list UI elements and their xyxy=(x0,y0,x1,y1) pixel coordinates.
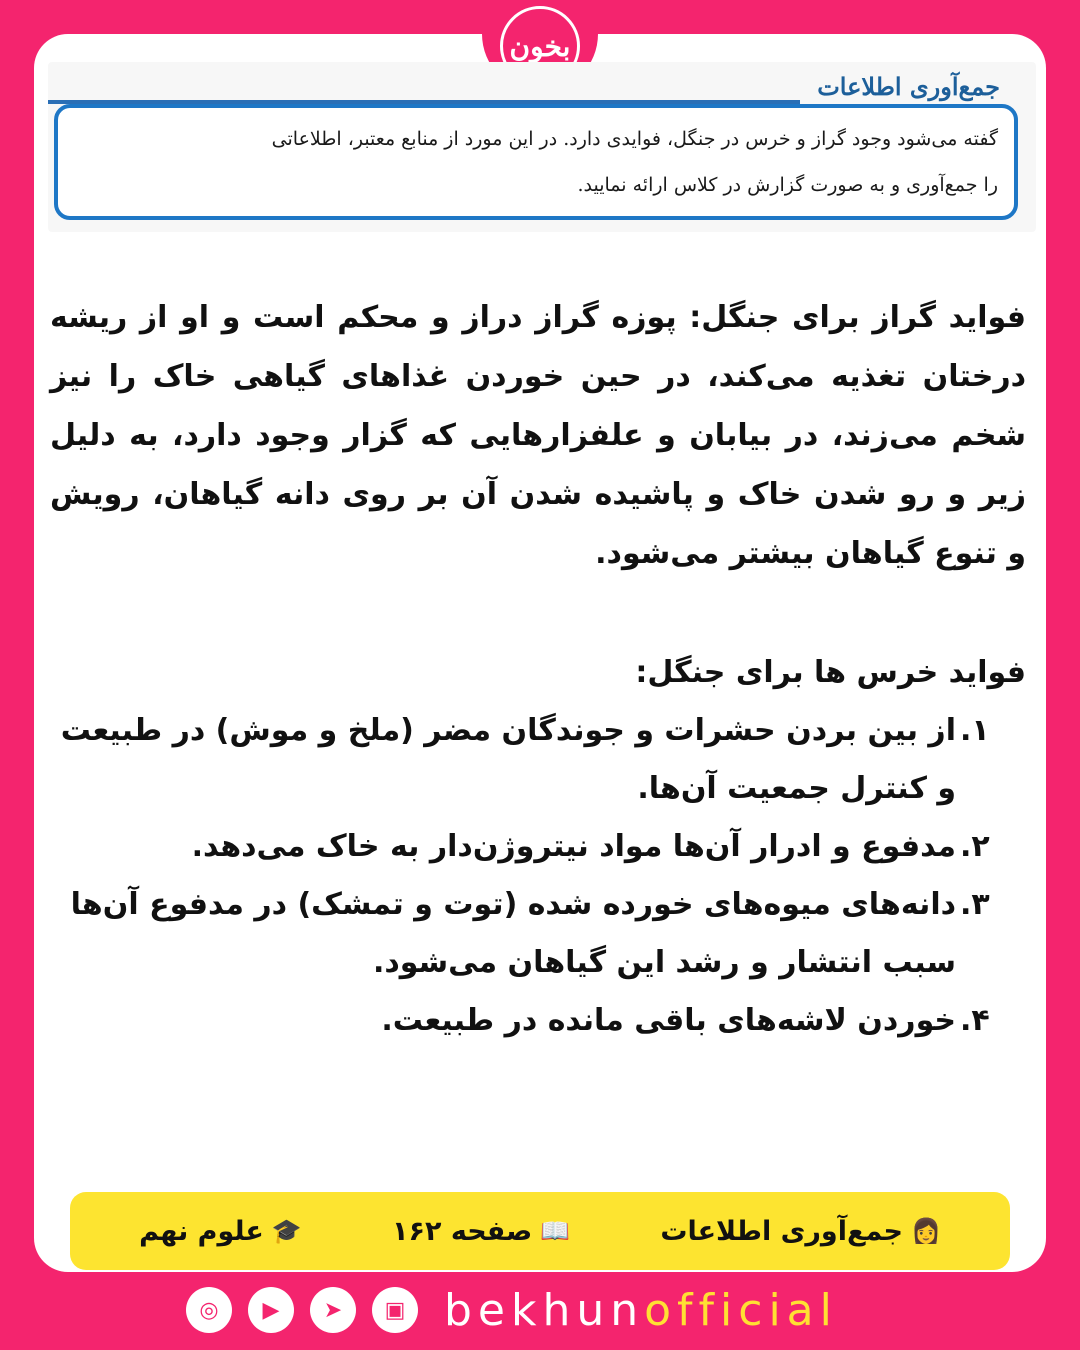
list-item xyxy=(50,876,1026,992)
list-item-text: از بین بردن حشرات و جوندگان مضر (ملخ و موش) در طبیعت و کنترل جمعیت آن‌ها. xyxy=(60,713,956,806)
question-line: را جمع‌آوری و به صورت گزارش در کلاس ارائه نمایید. xyxy=(577,174,998,196)
film-reel-icon[interactable]: ◎ xyxy=(186,1287,232,1333)
list-item xyxy=(50,818,1026,876)
graduation-books-icon: 🎓 xyxy=(271,1217,302,1245)
bear-benefits-list xyxy=(50,702,1026,1050)
subject-text: علوم نهم xyxy=(139,1215,264,1247)
open-book-icon: 📖 xyxy=(540,1217,571,1245)
list-item-text: مدفوع و ادرار آن‌ها مواد نیتروژن‌دار به خاک می‌دهد. xyxy=(191,829,956,864)
page-text: صفحه ۱۶۲ xyxy=(391,1215,533,1247)
brand-handle-part2: official xyxy=(644,1284,838,1336)
youtube-icon[interactable]: ▶ xyxy=(248,1287,294,1333)
page-label xyxy=(392,1216,570,1247)
list-item-text: دانه‌های میوه‌های خورده شده (توت و تمشک) در مدفوع آن‌ها سبب انتشار و رشد این گیاهان می‌شود. xyxy=(70,887,956,980)
list-item-number: ۴. xyxy=(960,1003,990,1038)
list-item xyxy=(50,992,1026,1050)
list-item xyxy=(50,702,1026,818)
textbook-header: جمع‌آوری اطلاعات xyxy=(817,72,1000,101)
teacher-icon: 👩 xyxy=(910,1217,941,1245)
list-item-text: خوردن لاشه‌های باقی مانده در طبیعت. xyxy=(381,1003,956,1038)
brand-handle-part1: bekhun xyxy=(444,1284,645,1336)
instagram-icon[interactable]: ▣ xyxy=(372,1287,418,1333)
topic-label xyxy=(660,1216,941,1247)
logo-mark: بخون xyxy=(500,6,580,86)
topic-text: جمع‌آوری اطلاعات xyxy=(660,1215,903,1247)
boar-paragraph: فواید گراز برای جنگل: پوزه گراز دراز و محکم است و او از ریشه درختان تغذیه می‌کند، در حین خوردن غذاهای گیاهی خاک را نیز شخم می‌زند، در بیابان و علفزارهایی که گزار وجود دارد، به دلیل زیر و رو شدن خاک و پاشیده شدن آن بر روی دانه گیاهان، رویش و تنوع گیاهان بیشتر می‌شود. xyxy=(50,300,1026,571)
bear-heading: فواید خرس ها برای جنگل: xyxy=(635,655,1026,690)
question-line: گفته می‌شود وجود گراز و خرس در جنگل، فوایدی دارد. در این مورد از منابع معتبر، اطلاعاتی xyxy=(271,128,998,150)
social-footer xyxy=(186,1282,838,1338)
brand-handle xyxy=(444,1285,838,1336)
list-item-number: ۳. xyxy=(960,887,990,922)
telegram-icon[interactable]: ➤ xyxy=(310,1287,356,1333)
list-item-number: ۲. xyxy=(960,829,990,864)
textbook-question-box xyxy=(54,104,1018,220)
subject-label xyxy=(139,1216,302,1247)
info-bar xyxy=(70,1192,1010,1270)
textbook-excerpt xyxy=(48,62,1036,232)
answer-body xyxy=(50,288,1026,1050)
list-item-number: ۱. xyxy=(960,713,990,748)
